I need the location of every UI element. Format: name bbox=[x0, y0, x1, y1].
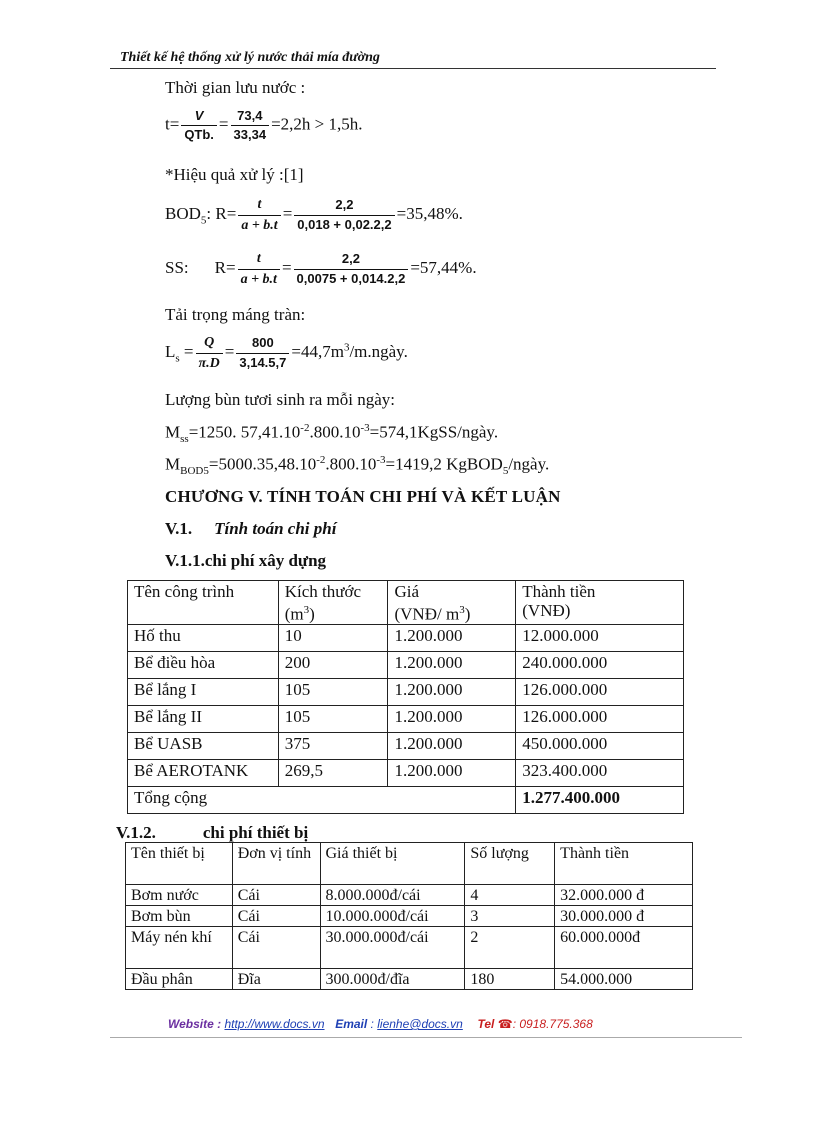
header-cell: Giá thiết bị bbox=[320, 843, 465, 885]
website-link[interactable]: http://www.docs.vn bbox=[224, 1017, 325, 1031]
mbod-equation: $M_{BOD5}=5000.35,48.10^{-2}.800.10^{-3}=1419,2$ KgBOD$_5$/ngày. bbox=[165, 454, 550, 478]
table-row: Bơm nước Cái 8.000.000đ/cái 4 32.000.000 đ bbox=[126, 885, 693, 906]
table-header-row bbox=[126, 843, 693, 885]
fraction: $\frac{800}{3,14.5,7}$ bbox=[236, 335, 289, 371]
tel-label: Tel bbox=[477, 1017, 495, 1031]
ss-equation: SS: R= $\frac{t}{a + b.t}$ = $\frac{2,2}{0,0075 + 0,014.2,2}$ =57,44%. bbox=[165, 251, 477, 287]
phone-icon: ☎ bbox=[497, 1017, 513, 1031]
header-rule bbox=[110, 68, 716, 69]
header-cell: Số lượng bbox=[465, 843, 555, 885]
mss-equation: $M_{ss}=1250$. $57,41.10^{-2}.800.10^{-3}=574,1KgSS$/ngày. bbox=[165, 422, 499, 446]
section-heading-v1: V.1. Tính toán chi phí bbox=[165, 519, 337, 538]
page-footer: Website : http://www.docs.vn Email : lienhe@docs.vn Tel ☎: 0918.775.368 bbox=[168, 1017, 593, 1031]
header-cell: Thành tiền bbox=[555, 843, 693, 885]
fraction: $\frac{2,2}{0,018 + 0,02.2,2}$ bbox=[294, 197, 394, 233]
header-cell: Tên công trình bbox=[128, 581, 279, 625]
fraction: $\frac{2,2}{0,0075 + 0,014.2,2}$ bbox=[294, 251, 409, 287]
table-row: Bơm bùn Cái 10.000.000đ/cái 3 30.000.000 đ bbox=[126, 906, 693, 927]
fraction: $\frac{t}{a + b.t}$ bbox=[238, 250, 280, 288]
table-row: Bể điều hòa 200 1.200.000 240.000.000 bbox=[128, 651, 684, 678]
equipment-cost-table bbox=[125, 842, 693, 990]
efficiency-label: *Hiệu quả xử lý :[1] bbox=[165, 165, 304, 184]
retention-equation: t= $\frac{V}{\text{QTb.}}$ = $\frac{73,4}{33,34}$ =2,2h > 1,5h. bbox=[165, 108, 363, 143]
email-label: Email bbox=[335, 1017, 368, 1031]
total-row bbox=[128, 786, 684, 813]
bod-equation: $BOD_5$: R= $\frac{t}{a + b.t}$ = $\frac{2,2}{0,018 + 0,02.2,2}$ =35,48%. bbox=[165, 197, 463, 233]
weir-load-equation: $L_s$ = $\frac{Q}{\pi.D}$ = $\frac{800}{3,14.5,7}$ $=44,7m^3/m.ngày$. bbox=[165, 335, 408, 371]
table-row: Hố thu 10 1.200.000 12.000.000 bbox=[128, 624, 684, 651]
header-cell: Tên thiết bị bbox=[126, 843, 233, 885]
weir-label: Tải trọng máng tràn: bbox=[165, 305, 306, 324]
table-row: Máy nén khí Cái 30.000.000đ/cái 2 60.000.000đ bbox=[126, 927, 693, 969]
section-heading-v12: V.1.2. chi phí thiết bị bbox=[116, 823, 309, 842]
table-row: Bể lắng II 105 1.200.000 126.000.000 bbox=[128, 705, 684, 732]
sludge-label: Lượng bùn tươi sinh ra mỗi ngày: bbox=[165, 390, 395, 409]
tel-number: : 0918.775.368 bbox=[512, 1017, 593, 1031]
retention-label: Thời gian lưu nước : bbox=[165, 78, 306, 97]
email-link[interactable]: lienhe@docs.vn bbox=[377, 1017, 463, 1031]
header-cell: Đơn vị tính bbox=[232, 843, 320, 885]
section-heading-v11: V.1.1.chi phí xây dựng bbox=[165, 551, 327, 570]
website-label: Website : bbox=[168, 1017, 222, 1031]
fraction: $\frac{V}{\text{QTb.}}$ bbox=[181, 108, 217, 144]
table-row: Bể AEROTANK 269,5 1.200.000 323.400.000 bbox=[128, 759, 684, 786]
total-value: 1.277.400.000 bbox=[516, 786, 684, 813]
document-header-title: Thiết kế hệ thống xử lý nước thải mía đường bbox=[120, 50, 380, 65]
header-cell: Thành tiền (VNĐ) bbox=[516, 581, 684, 625]
fraction: $\frac{73,4}{33,34}$ bbox=[231, 108, 270, 144]
fraction: $\frac{Q}{\pi.D}$ bbox=[196, 334, 223, 372]
table-row: Đầu phân Đĩa 300.000đ/đĩa 180 54.000.000 bbox=[126, 969, 693, 990]
table-row: Bể lắng I 105 1.200.000 126.000.000 bbox=[128, 678, 684, 705]
header-cell: Giá (VNĐ/ $m^3$) bbox=[388, 581, 516, 625]
construction-cost-table bbox=[127, 580, 684, 814]
footer-rule bbox=[110, 1037, 742, 1038]
table-header-row bbox=[128, 581, 684, 625]
header-cell: Kích thước $(m^3)$ bbox=[278, 581, 388, 625]
total-label: Tổng cộng bbox=[128, 786, 516, 813]
chapter-heading: CHƯƠNG V. TÍNH TOÁN CHI PHÍ VÀ KẾT LUẬN bbox=[165, 487, 561, 506]
fraction: $\frac{t}{a + b.t}$ bbox=[238, 196, 280, 234]
table-row: Bể UASB 375 1.200.000 450.000.000 bbox=[128, 732, 684, 759]
